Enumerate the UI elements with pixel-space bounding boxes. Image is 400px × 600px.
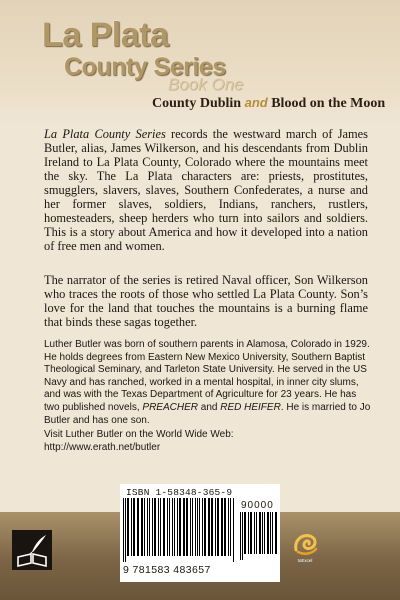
subtitle-part-2: Blood on the Moon xyxy=(271,96,386,111)
blurb-paragraph-1 xyxy=(44,127,368,253)
barcode-bar xyxy=(221,498,223,556)
subtitle-and: and xyxy=(244,95,268,110)
barcode-bar xyxy=(186,498,188,556)
barcode-bar xyxy=(270,512,271,554)
barcode-bar xyxy=(199,498,200,556)
barcode-bar xyxy=(217,498,219,556)
barcode-bar xyxy=(144,498,145,556)
barcode-bar xyxy=(248,512,249,554)
price-code: 90000 xyxy=(241,500,274,511)
barcode-digits: 9 781583 483657 xyxy=(123,564,211,576)
barcode-bar xyxy=(224,498,226,556)
barcode-guard-bar xyxy=(233,498,234,562)
barcode-bar xyxy=(158,498,159,556)
visit-text: Visit Luther Butler on the World Wide Web: xyxy=(44,429,234,440)
cover-title: La Plata xyxy=(42,16,169,54)
blurb-paragraph-1-text: records the westward march of James Butler, alias, James Wilkerson, and his descendants from Dublin Ireland to La Plata County, Colorado where the mountains meet the sky. The La Plata characters are: priests, prostitutes, smugglers, slavers, slaves, Southern Confederates, a nurse and her former slaves, soldiers, Indians, ranchers, rustlers, homesteaders, sheep herders who turn into sailors and soldiers. This is a story about America and how it developed into a nation of free men and women. xyxy=(44,127,368,253)
barcode-bar xyxy=(195,498,196,556)
publisher-name: toExcel xyxy=(297,558,313,563)
barcode-bar xyxy=(275,512,277,554)
barcode-bar xyxy=(197,498,198,556)
bio-text-1: Luther Butler was born of southern parents in Alamosa, Colorado in 1929. He holds degrees from Eastern New Mexico University, Southern Baptist Theological Seminary, and Tarleton State University. He served in the US Navy and has ranched, worked in a mental hospital, in inner city slums, and was with the Texas Department of Agriculture for 23 years. He has two published novels, xyxy=(44,339,370,413)
isbn-label: ISBN 1-58348-365-9 xyxy=(126,487,233,498)
barcode-bars xyxy=(122,498,234,564)
book-quill-icon xyxy=(12,530,52,570)
barcode-bar xyxy=(160,498,161,556)
barcode-bar xyxy=(149,498,150,556)
barcode-bar xyxy=(183,498,185,556)
barcode-bar xyxy=(215,498,216,556)
price-code-bars xyxy=(239,512,277,562)
barcode-bar xyxy=(264,512,265,554)
barcode-bar xyxy=(169,498,170,556)
barcode-guard-bar xyxy=(123,498,124,562)
bio-text-2: . He is married to Jo Butler and has one son. xyxy=(44,401,371,426)
author-web-info xyxy=(44,429,374,454)
barcode-bar xyxy=(230,498,231,556)
barcode-bar xyxy=(192,498,193,556)
series-name-italic: La Plata County Series xyxy=(44,127,166,141)
book-subtitle xyxy=(152,95,385,112)
swirl-icon xyxy=(290,530,320,558)
author-bio xyxy=(44,339,374,427)
barcode-guard-bar xyxy=(240,512,241,560)
blurb-paragraph-2: The narrator of the series is retired Naval officer, Son Wilkerson who traces the roots of those who settled La Plata County. Son’s love for the land that touches the mountains is a burning flame that binds these sagas together. xyxy=(44,273,368,329)
barcode-bar xyxy=(190,498,191,556)
barcode-bar xyxy=(267,512,269,554)
subtitle-part-1: County Dublin xyxy=(152,96,242,111)
barcode-bar xyxy=(141,498,143,556)
barcode-bar xyxy=(154,498,156,556)
book-title-preacher: PREACHER xyxy=(142,401,198,413)
barcode-bar xyxy=(272,512,273,554)
barcode-bar xyxy=(244,512,246,554)
author-url: http://www.erath.net/butler xyxy=(44,441,161,453)
series-title: County Series xyxy=(64,53,226,81)
barcode-bar xyxy=(133,498,135,556)
bio-and: and xyxy=(197,401,221,413)
publisher-logo xyxy=(290,530,320,570)
barcode-bar xyxy=(172,498,173,556)
barcode-box xyxy=(120,484,280,582)
barcode-bar xyxy=(167,498,168,556)
barcode-bar xyxy=(250,512,252,554)
barcode-bar xyxy=(204,498,206,556)
barcode-bar xyxy=(137,498,139,556)
book-number: Book One xyxy=(168,75,244,94)
barcode-bar xyxy=(228,498,229,556)
barcode-bar xyxy=(174,498,175,556)
barcode-bar xyxy=(208,498,210,556)
barcode-guard-bar xyxy=(125,498,126,562)
book-title-red-heifer: RED HEIFER xyxy=(220,401,281,413)
book-quill-logo xyxy=(12,530,52,570)
barcode-bar xyxy=(211,498,213,556)
barcode-bar xyxy=(127,498,129,556)
barcode-bar xyxy=(152,498,153,556)
barcode-bar xyxy=(259,512,261,554)
barcode-guard-bar xyxy=(242,512,243,560)
barcode-bar xyxy=(147,498,148,556)
barcode-bar xyxy=(163,498,165,556)
barcode-bar xyxy=(254,512,255,554)
barcode-bar xyxy=(262,512,263,554)
barcode-bar xyxy=(202,498,203,556)
barcode-bar xyxy=(179,498,181,556)
barcode-bar xyxy=(131,498,132,556)
barcode-bar xyxy=(177,498,178,556)
barcode-bar xyxy=(256,512,257,554)
